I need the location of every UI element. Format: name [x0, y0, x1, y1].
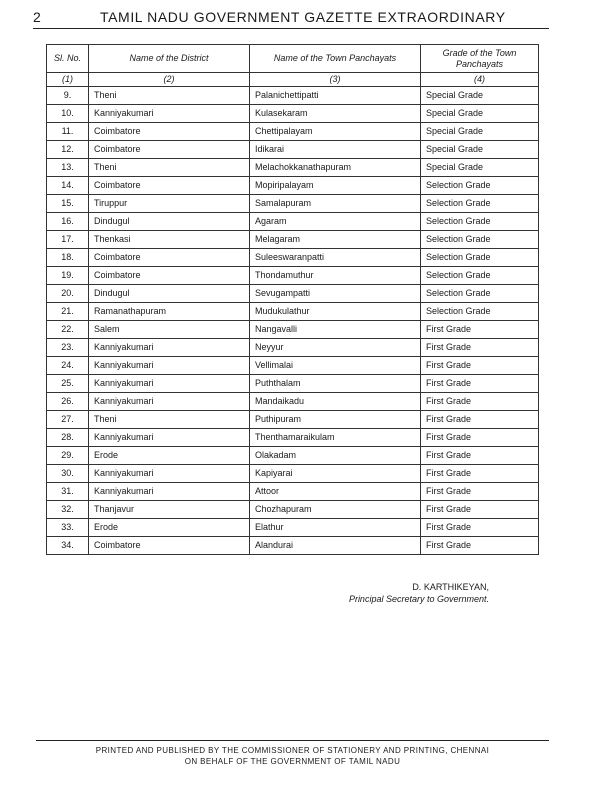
table-row [47, 519, 539, 537]
cell-district: Tiruppur [89, 195, 250, 213]
footer-line-2: ON BEHALF OF THE GOVERNMENT OF TAMIL NADU [184, 757, 401, 766]
header-sl-no: Sl. No. [47, 45, 89, 73]
cell-sl-no: 32. [47, 501, 89, 519]
cell-sl-no: 28. [47, 429, 89, 447]
column-number: (3) [250, 73, 421, 87]
cell-grade: First Grade [421, 483, 539, 501]
table-row [47, 339, 539, 357]
cell-grade: Selection Grade [421, 249, 539, 267]
page-number: 2 [33, 9, 41, 25]
cell-district: Thanjavur [89, 501, 250, 519]
cell-town-panchayat: Nangavalli [250, 321, 421, 339]
cell-grade: Selection Grade [421, 267, 539, 285]
table-row [47, 267, 539, 285]
table-row [47, 483, 539, 501]
cell-district: Thenkasi [89, 231, 250, 249]
table-row [47, 177, 539, 195]
cell-town-panchayat: Chozhapuram [250, 501, 421, 519]
table-row [47, 249, 539, 267]
cell-sl-no: 12. [47, 141, 89, 159]
header-divider [33, 28, 549, 29]
table-header-row [47, 45, 539, 73]
cell-sl-no: 33. [47, 519, 89, 537]
cell-grade: First Grade [421, 393, 539, 411]
cell-district: Kanniyakumari [89, 105, 250, 123]
cell-district: Dindugul [89, 213, 250, 231]
cell-grade: Special Grade [421, 123, 539, 141]
cell-grade: First Grade [421, 501, 539, 519]
cell-town-panchayat: Idikarai [250, 141, 421, 159]
table-row [47, 537, 539, 555]
cell-grade: Special Grade [421, 105, 539, 123]
cell-district: Coimbatore [89, 249, 250, 267]
cell-grade: First Grade [421, 357, 539, 375]
header-grade: Grade of the Town Panchayats [421, 45, 539, 73]
cell-district: Coimbatore [89, 177, 250, 195]
table-row [47, 285, 539, 303]
table-row [47, 357, 539, 375]
cell-district: Coimbatore [89, 537, 250, 555]
table-row [47, 159, 539, 177]
cell-district: Kanniyakumari [89, 429, 250, 447]
table-row [47, 195, 539, 213]
table-row [47, 411, 539, 429]
cell-town-panchayat: Elathur [250, 519, 421, 537]
signatory-block [349, 581, 489, 605]
table-row [47, 213, 539, 231]
table-row [47, 321, 539, 339]
header-town-panchayat: Name of the Town Panchayats [250, 45, 421, 73]
column-number-row [47, 73, 539, 87]
table-row [47, 501, 539, 519]
table-row [47, 303, 539, 321]
cell-district: Kanniyakumari [89, 357, 250, 375]
cell-town-panchayat: Kapiyarai [250, 465, 421, 483]
cell-grade: First Grade [421, 519, 539, 537]
cell-district: Theni [89, 87, 250, 105]
footer-imprint [36, 745, 549, 767]
cell-sl-no: 23. [47, 339, 89, 357]
table-row [47, 465, 539, 483]
cell-town-panchayat: Palanichettipatti [250, 87, 421, 105]
column-number: (4) [421, 73, 539, 87]
cell-grade: First Grade [421, 429, 539, 447]
table-row [47, 393, 539, 411]
cell-sl-no: 9. [47, 87, 89, 105]
cell-district: Erode [89, 447, 250, 465]
cell-sl-no: 25. [47, 375, 89, 393]
cell-district: Salem [89, 321, 250, 339]
column-number: (2) [89, 73, 250, 87]
cell-sl-no: 19. [47, 267, 89, 285]
cell-grade: First Grade [421, 465, 539, 483]
table-row [47, 105, 539, 123]
cell-district: Kanniyakumari [89, 375, 250, 393]
cell-town-panchayat: Attoor [250, 483, 421, 501]
cell-town-panchayat: Melagaram [250, 231, 421, 249]
table-body [47, 87, 539, 555]
cell-town-panchayat: Sevugampatti [250, 285, 421, 303]
cell-sl-no: 14. [47, 177, 89, 195]
cell-district: Theni [89, 411, 250, 429]
table-row [47, 375, 539, 393]
cell-sl-no: 11. [47, 123, 89, 141]
cell-town-panchayat: Mudukulathur [250, 303, 421, 321]
cell-town-panchayat: Thenthamaraikulam [250, 429, 421, 447]
cell-town-panchayat: Neyyur [250, 339, 421, 357]
cell-district: Coimbatore [89, 267, 250, 285]
cell-district: Kanniyakumari [89, 339, 250, 357]
cell-sl-no: 27. [47, 411, 89, 429]
signatory-designation: Principal Secretary to Government. [348, 594, 489, 604]
cell-district: Kanniyakumari [89, 465, 250, 483]
cell-sl-no: 17. [47, 231, 89, 249]
cell-sl-no: 21. [47, 303, 89, 321]
cell-sl-no: 16. [47, 213, 89, 231]
cell-district: Kanniyakumari [89, 483, 250, 501]
cell-grade: Special Grade [421, 159, 539, 177]
cell-town-panchayat: Chettipalayam [250, 123, 421, 141]
cell-town-panchayat: Olakadam [250, 447, 421, 465]
table-row [47, 447, 539, 465]
cell-grade: First Grade [421, 447, 539, 465]
cell-district: Theni [89, 159, 250, 177]
cell-grade: Selection Grade [421, 177, 539, 195]
footer-divider [36, 740, 549, 741]
cell-town-panchayat: Samalapuram [250, 195, 421, 213]
cell-town-panchayat: Melachokkanathapuram [250, 159, 421, 177]
town-panchayats-table [46, 44, 539, 555]
cell-sl-no: 24. [47, 357, 89, 375]
column-number: (1) [47, 73, 89, 87]
cell-sl-no: 20. [47, 285, 89, 303]
signatory-name: D. KARTHIKEYAN, [412, 582, 489, 592]
cell-sl-no: 22. [47, 321, 89, 339]
cell-district: Coimbatore [89, 123, 250, 141]
cell-town-panchayat: Mandaikadu [250, 393, 421, 411]
table-row [47, 231, 539, 249]
cell-town-panchayat: Kulasekaram [250, 105, 421, 123]
table-row [47, 141, 539, 159]
cell-town-panchayat: Agaram [250, 213, 421, 231]
cell-sl-no: 31. [47, 483, 89, 501]
cell-sl-no: 34. [47, 537, 89, 555]
table-row [47, 87, 539, 105]
cell-grade: Selection Grade [421, 303, 539, 321]
cell-district: Dindugul [89, 285, 250, 303]
cell-district: Kanniyakumari [89, 393, 250, 411]
cell-sl-no: 18. [47, 249, 89, 267]
cell-grade: Selection Grade [421, 213, 539, 231]
cell-grade: First Grade [421, 321, 539, 339]
cell-sl-no: 10. [47, 105, 89, 123]
table-row [47, 123, 539, 141]
cell-grade: First Grade [421, 339, 539, 357]
table-row [47, 429, 539, 447]
cell-district: Erode [89, 519, 250, 537]
cell-district: Ramanathapuram [89, 303, 250, 321]
footer-line-1: PRINTED AND PUBLISHED BY THE COMMISSIONER OF STATIONERY AND PRINTING, CHENNAI [95, 746, 490, 755]
header-district: Name of the District [89, 45, 250, 73]
cell-grade: First Grade [421, 411, 539, 429]
cell-sl-no: 30. [47, 465, 89, 483]
cell-town-panchayat: Vellimalai [250, 357, 421, 375]
cell-town-panchayat: Thondamuthur [250, 267, 421, 285]
cell-grade: First Grade [421, 375, 539, 393]
cell-town-panchayat: Mopiripalayam [250, 177, 421, 195]
cell-town-panchayat: Suleeswaranpatti [250, 249, 421, 267]
cell-town-panchayat: Alandurai [250, 537, 421, 555]
cell-grade: Special Grade [421, 141, 539, 159]
cell-grade: Special Grade [421, 87, 539, 105]
cell-town-panchayat: Puththalam [250, 375, 421, 393]
cell-sl-no: 26. [47, 393, 89, 411]
gazette-title: TAMIL NADU GOVERNMENT GAZETTE EXTRAORDINARY [100, 9, 506, 25]
cell-sl-no: 13. [47, 159, 89, 177]
cell-grade: Selection Grade [421, 195, 539, 213]
cell-sl-no: 15. [47, 195, 89, 213]
cell-grade: First Grade [421, 537, 539, 555]
cell-district: Coimbatore [89, 141, 250, 159]
cell-grade: Selection Grade [421, 285, 539, 303]
cell-grade: Selection Grade [421, 231, 539, 249]
cell-town-panchayat: Puthipuram [250, 411, 421, 429]
cell-sl-no: 29. [47, 447, 89, 465]
